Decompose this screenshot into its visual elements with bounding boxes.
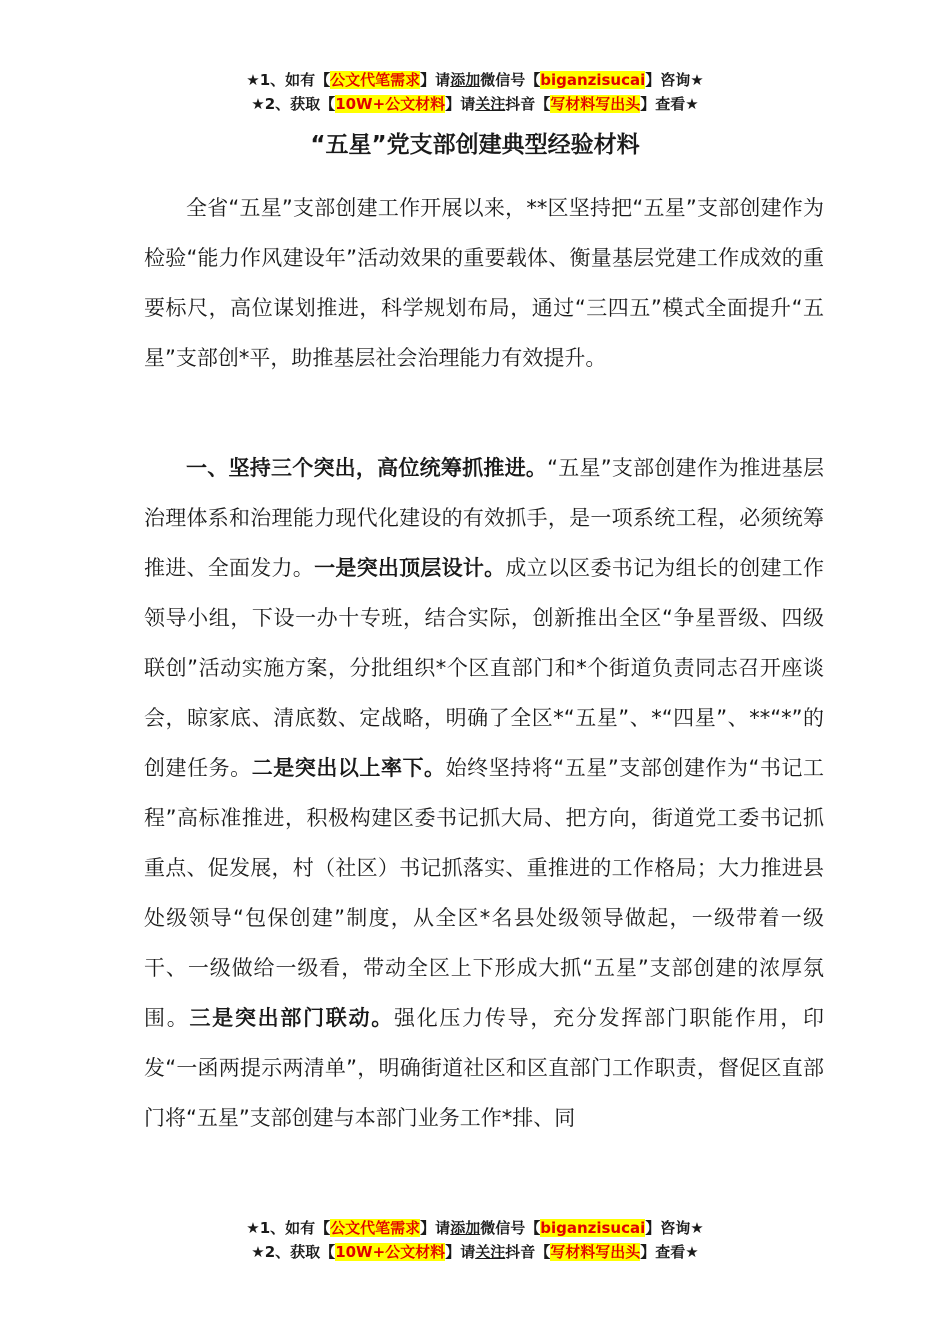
promo-line-2: ★2、获取【10W+公文材料】请关注抖音【写材料写出头】查看★ [251,95,699,113]
document-title: “五星”党支部创建典型经验材料 [310,132,640,158]
section-one-paragraph: 一、坚持三个突出，高位统筹抓推进。“五星”支部创建作为推进基层治理体系和治理能力现代化建设的有效抓手，是一项系统工程，必须统筹推进、全面发力。一是突出顶层设计。成立以区委书记为组长的创建工作领导小组，下设一办十专班，结合实际，创新推出全区“争星晋级、四级联创”活动实施方案，分批组织*个区直部门和*个街道负责同志召开座谈会，晾家底、清底数、定战略，明确了全区*“五星”、*“四星”、**“*”的创建任务。二是突出以上率下。始终坚持将“五星”支部创建作为“书记工程”高标准推进，积极构建区委书记抓大局、把方向，街道党工委书记抓重点、促发展，村（社区）书记抓落实、重推进的工作格局；大力推进县处级领导“包保创建”制度，从全区*名县处级领导做起，一级带着一级干、一级做给一级看，带动全区上下形成大抓“五星”支部创建的浓厚氛围。三是突出部门联动。强化压力传导，充分发挥部门职能作用，印发“一函两提示两清单”，明确街道社区和区直部门工作职责，督促区直部门将“五星”支部创建与本部门业务工作*排、同 [144,456,825,1130]
douyin-name: 写材料写出头 [550,95,641,113]
douyin-name: 写材料写出头 [550,1243,641,1261]
point-heading: 一是突出顶层设计。 [314,556,506,580]
wechat-id: biganzisucai [540,71,646,89]
section-heading: 一、坚持三个突出，高位统筹抓推进。 [186,456,548,480]
point-heading: 三是突出部门联动。 [189,1006,394,1030]
promo-line-2: ★2、获取【10W+公文材料】请关注抖音【写材料写出头】查看★ [251,1243,699,1261]
highlight-text: 10W+公文材料 [335,1243,446,1261]
promo-line-1: ★1、如有【公文代笔需求】请添加微信号【biganzisucai】咨询★ [246,1219,704,1237]
promo-header [0,68,950,116]
highlight-text: 10W+公文材料 [335,95,446,113]
promo-footer [0,1216,950,1264]
promo-line-1: ★1、如有【公文代笔需求】请添加微信号【biganzisucai】咨询★ [246,71,704,89]
highlight-text: 公文代笔需求 [330,1219,421,1237]
point-heading: 二是突出以上率下。 [251,756,446,780]
intro-paragraph [144,183,824,383]
highlight-text: 公文代笔需求 [330,71,421,89]
wechat-id: biganzisucai [540,1219,646,1237]
paragraph-text: 全省“五星”支部创建工作开展以来，**区坚持把“五星”支部创建作为检验“能力作风建设年”活动效果的重要载体、衡量基层党建工作成效的重要标尺，高位谋划推进，科学规划布局，通过“三四五”模式全面提升“五星”支部创*平，助推基层社会治理能力有效提升。 [144,196,824,370]
